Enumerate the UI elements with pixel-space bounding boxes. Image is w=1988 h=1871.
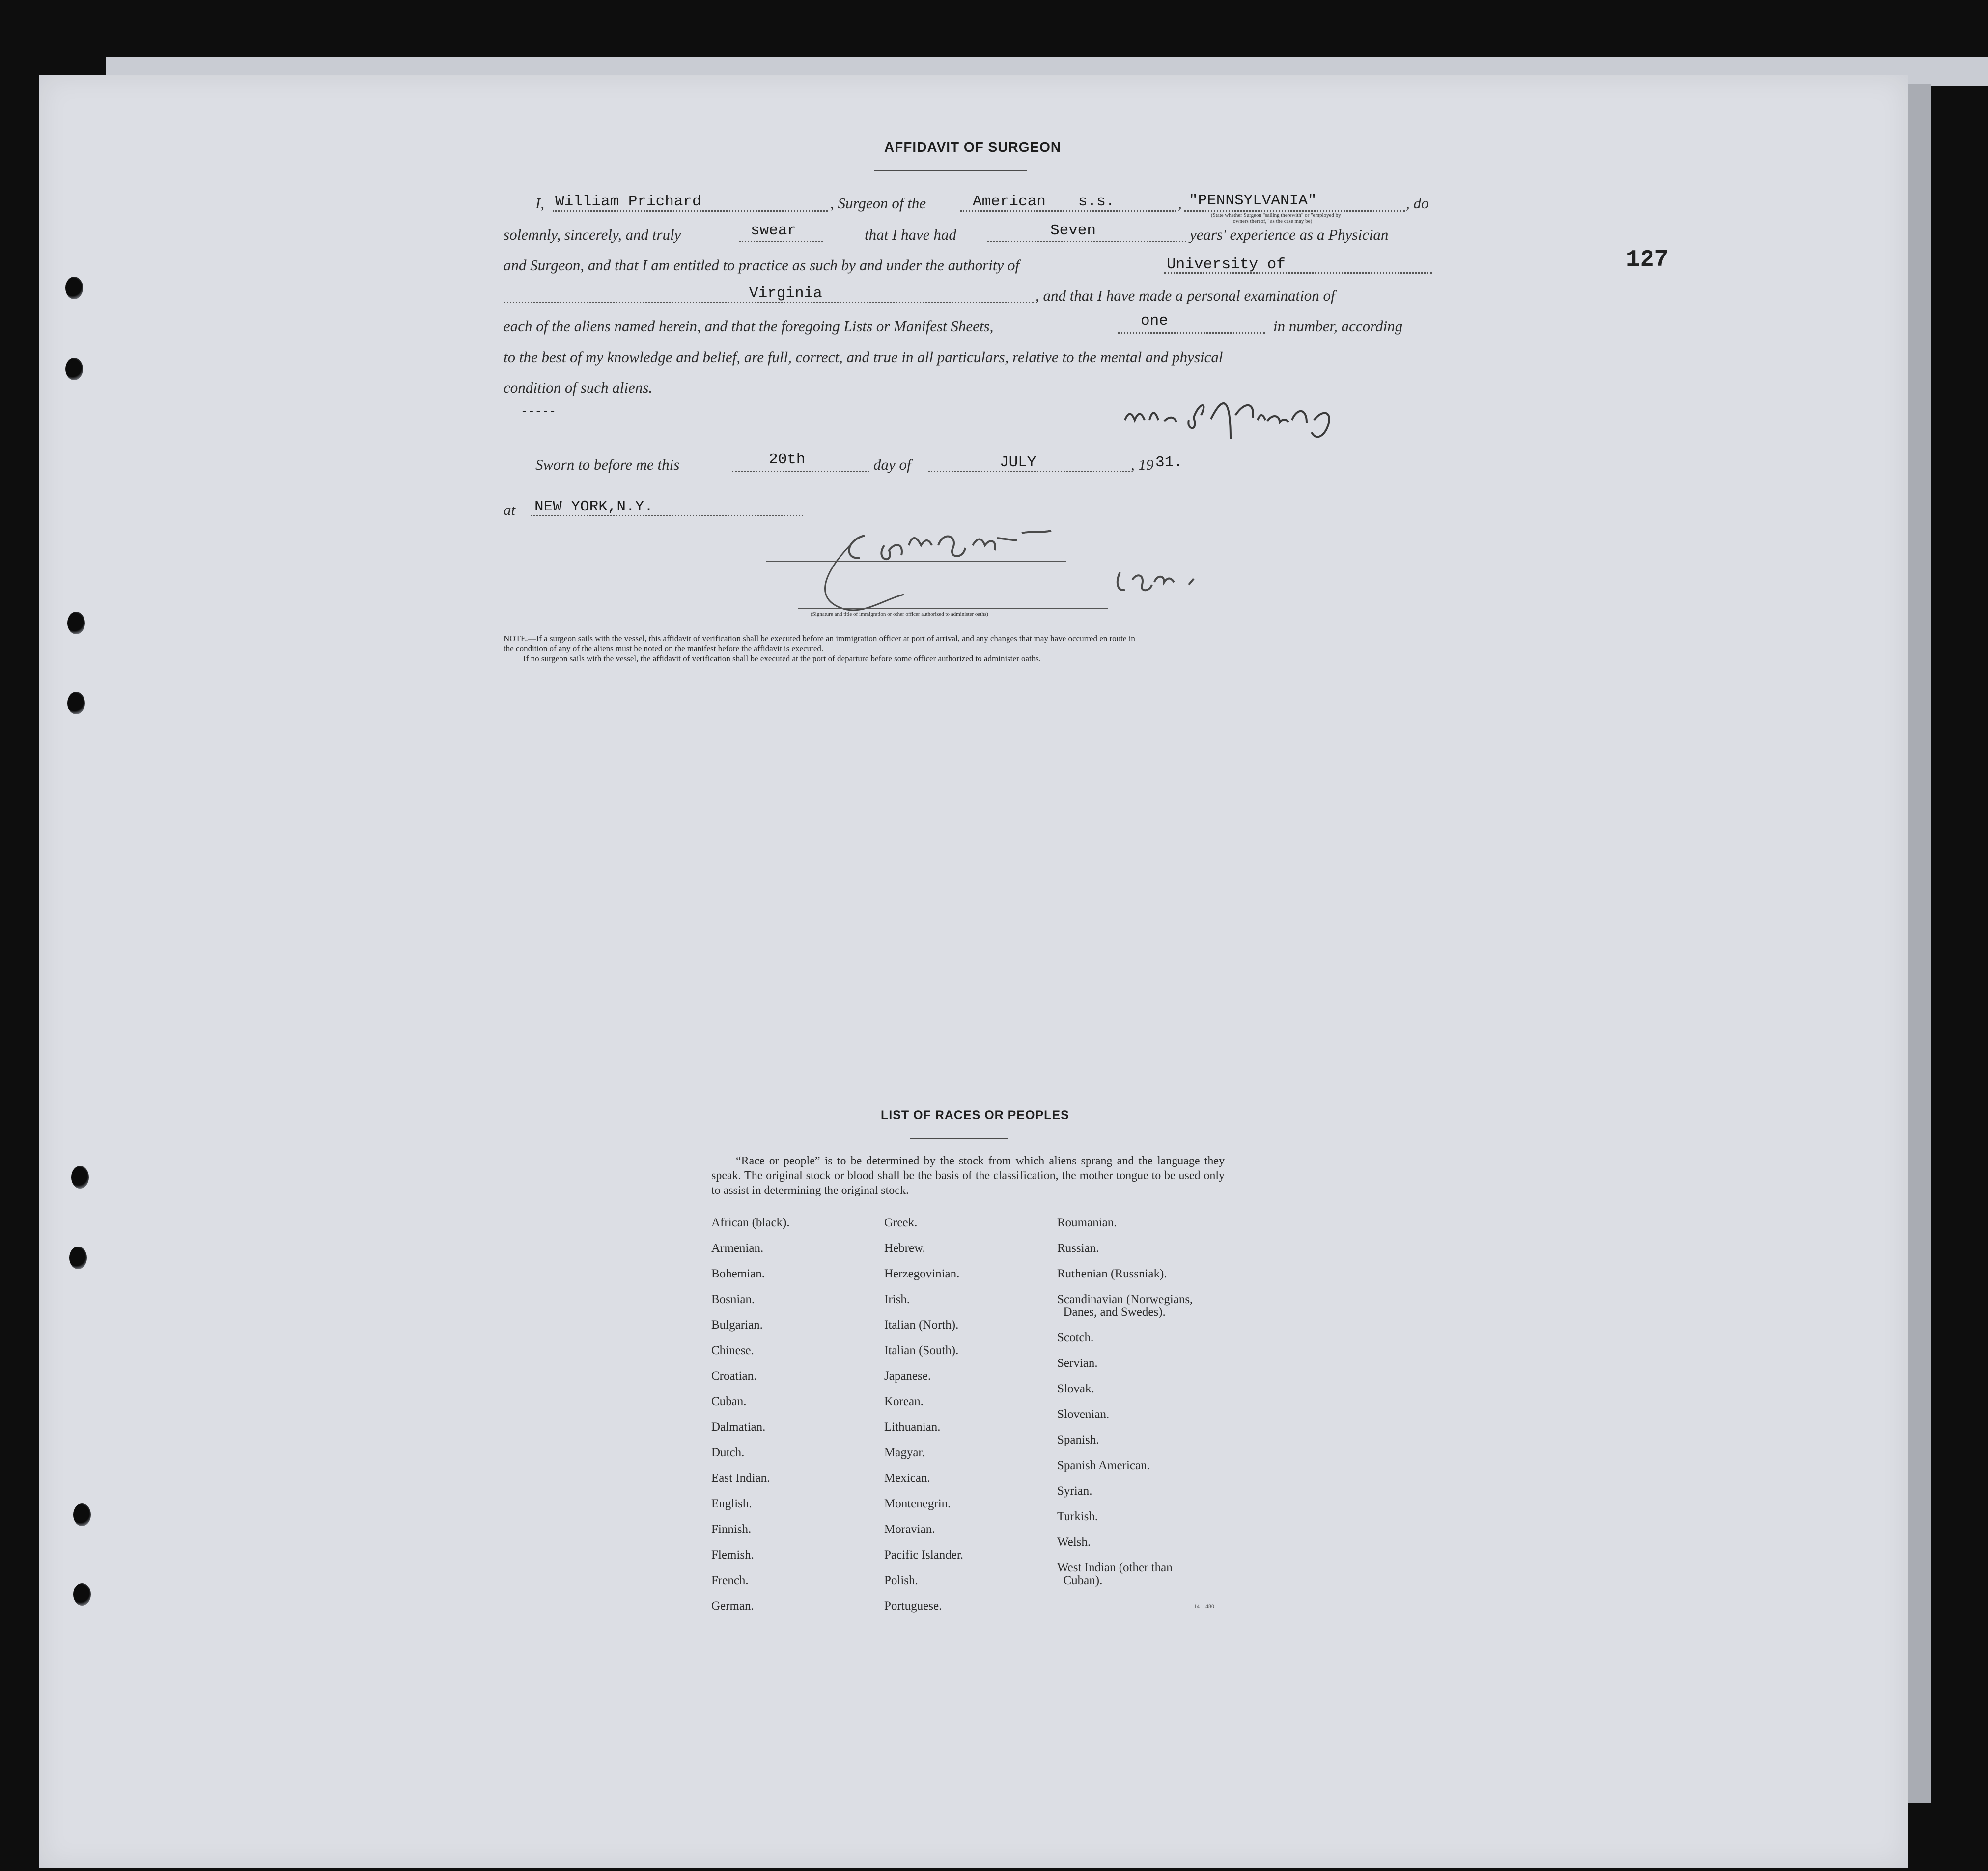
each-of-aliens-text: each of the aliens named herein, and that the foregoing Lists or Manifest Sheets, [504,317,994,335]
page-number: 127 [1626,247,1669,273]
sworn-year: 31. [1155,454,1183,471]
race-item: Flemish. [711,1548,754,1561]
binder-hole-icon [67,692,85,714]
document-page [39,75,1908,1868]
races-intro: “Race or people” is to be determined by the stock from which aliens sprang and the language they speak. The original stock or blood shall be the basis of the classification, the mother tongue to be used only to assist in determining the original stock. [711,1155,1225,1197]
oath-blank [739,241,823,242]
text-i: I, [535,195,545,212]
race-item: Bulgarian. [711,1318,763,1332]
race-item: Syrian. [1057,1484,1092,1498]
race-item: Cuban. [711,1395,747,1408]
race-item: Ruthenian (Russniak). [1057,1267,1167,1280]
race-item: Croatian. [711,1369,757,1383]
sheet-count: one [1141,312,1168,330]
race-item: Irish. [884,1293,910,1306]
affidavit-title: AFFIDAVIT OF SURGEON [884,140,1062,155]
condition-text: condition of such aliens. [504,379,653,396]
dashes: ----- [521,405,557,419]
race-item: Dalmatian. [711,1420,766,1434]
race-item: Slovenian. [1057,1408,1110,1421]
surgeon-name: William Prichard [555,193,701,210]
vessel-note-line-1: (State whether Surgeon "sailing therewith" or "employed by [1211,212,1341,218]
binder-hole-icon [73,1583,91,1606]
authority-line-2: Virginia [749,285,822,302]
race-item: Scandinavian (Norwegians, Danes, and Swedes). [1057,1293,1193,1319]
page-edge-shadow [1908,84,1931,1803]
officer-signature-line [798,608,1108,609]
race-item: Magyar. [884,1446,925,1459]
race-item: Roumanian. [1057,1216,1117,1229]
solemnly-text: solemnly, sincerely, and truly [504,226,681,243]
race-item: Montenegrin. [884,1497,951,1510]
binder-hole-icon [71,1166,89,1189]
authority-line-1: University of [1167,256,1286,273]
race-item: Russian. [1057,1242,1099,1255]
race-item: French. [711,1574,749,1587]
day-of-text: day of [873,456,911,473]
affidavit-line-1 [535,194,544,213]
year-prefix-text: , 19 [1131,456,1154,473]
race-item: Korean. [884,1395,924,1408]
race-item: Portuguese. [884,1599,942,1613]
officer-caption: (Signature and title of immigration or other officer authorized to administer oaths) [811,611,988,617]
binder-hole-icon [65,277,83,299]
note-line-3: If no surgeon sails with the vessel, the affidavit of verification shall be executed at the port of departure before some officer authorized to administer oaths. [523,654,1041,663]
vessel-note-line-2: owners thereof," as the case may be) [1233,218,1313,224]
race-item: Welsh. [1057,1535,1091,1549]
race-item: Italian (North). [884,1318,959,1332]
years-blank [987,241,1186,242]
race-item: Armenian. [711,1242,764,1255]
best-knowledge-text: to the best of my knowledge and belief, are full, correct, and true in all particulars, relative to the mental and physical [504,348,1223,366]
races-title-rule [910,1138,1008,1139]
years-experience-text: years' experience as a Physician [1190,226,1389,243]
races-title: LIST OF RACES OR PEOPLES [881,1108,1069,1122]
binder-hole-icon [67,612,85,634]
surgeon-signature [1120,386,1434,445]
race-item: Servian. [1057,1357,1098,1370]
day-blank [732,471,869,472]
surgeon-of-the-text: , Surgeon of the [830,195,926,212]
surgeon-name-blank [553,210,828,212]
sworn-text: Sworn to before me this [535,456,680,473]
vessel-type: s.s. [1078,193,1115,210]
officer-signature [766,526,1218,619]
note-line-1: NOTE.—If a surgeon sails with the vessel, this affidavit of verification shall be executed before an immigration officer at port of arrival, and any changes that may have occurred en route in [504,634,1135,643]
sworn-location: NEW YORK,N.Y. [534,498,653,515]
sworn-month: JULY [1000,454,1036,471]
race-item: Turkish. [1057,1510,1098,1523]
personal-exam-text: , and that I have made a personal examination of [1036,287,1335,304]
race-item: Herzegovinian. [884,1267,960,1280]
binder-hole-icon [73,1503,91,1526]
sheet-count-blank [1118,332,1265,334]
binder-hole-icon [65,358,83,380]
race-item: African (black). [711,1216,790,1229]
race-item: Pacific Islander. [884,1548,964,1561]
form-number: 14—480 [1194,1603,1214,1610]
officer-line-upper [766,561,1066,562]
note-line-2: the condition of any of the aliens must be noted on the manifest before the affidavit is executed. [504,644,824,653]
race-item: Slovak. [1057,1382,1094,1395]
sworn-day: 20th [769,451,806,468]
race-item: Bosnian. [711,1293,755,1306]
race-item: Finnish. [711,1523,752,1536]
race-item: East Indian. [711,1472,770,1485]
race-item: Japanese. [884,1369,931,1383]
races-column-3 [1057,1217,1193,1600]
race-item: German. [711,1599,754,1613]
vessel-name-blank [1184,210,1405,212]
race-item: Bohemian. [711,1267,765,1280]
races-column-2 [884,1217,963,1625]
races-column-1 [711,1217,790,1625]
in-number-text: in number, according [1273,317,1403,335]
affidavit-title-rule [874,170,1027,171]
race-item: Hebrew. [884,1242,925,1255]
race-item: Moravian. [884,1523,935,1536]
at-text: at [504,501,516,518]
race-item: Spanish. [1057,1433,1099,1446]
race-item: Polish. [884,1574,918,1587]
race-item: Mexican. [884,1472,930,1485]
nationality-blank [960,210,1176,212]
and-surgeon-text: and Surgeon, and that I am entitled to practice as such by and under the authority of [504,256,1020,274]
nationality: American [973,193,1046,210]
vessel-name: "PENNSYLVANIA" [1189,192,1317,209]
do-text: , do [1406,195,1429,212]
race-item: Italian (South). [884,1344,959,1357]
race-item: Chinese. [711,1344,754,1357]
years-experience: Seven [1050,222,1096,239]
race-item: Scotch. [1057,1331,1094,1344]
race-item: Dutch. [711,1446,745,1459]
that-i-have-had-text: that I have had [865,226,956,243]
race-item: English. [711,1497,752,1510]
comma-text: , [1178,195,1182,212]
oath-type: swear [751,222,797,239]
race-item: West Indian (other than Cuban). [1057,1561,1173,1587]
race-item: Spanish American. [1057,1459,1150,1472]
race-item: Greek. [884,1216,918,1229]
race-item: Lithuanian. [884,1420,941,1434]
binder-hole-icon [69,1247,87,1269]
